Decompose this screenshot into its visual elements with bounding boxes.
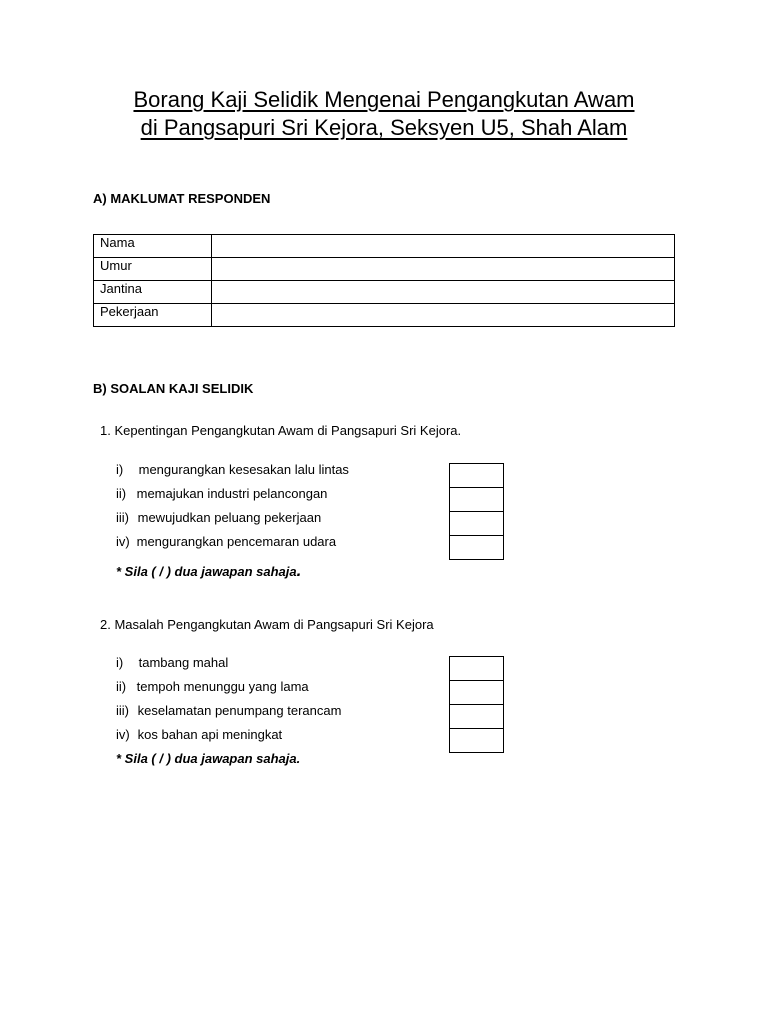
answer-checkbox[interactable] [449,728,504,753]
jantina-field[interactable] [212,281,675,304]
option-number: iii) [116,510,129,525]
answer-checkbox[interactable] [449,463,504,488]
option-text: tambang mahal [138,655,229,670]
answer-checkbox[interactable] [449,511,504,536]
question-2-instruction [116,751,300,766]
form-title-line-2: di Pangsapuri Sri Kejora, Seksyen U5, Shah Alam [140,115,628,140]
form-title-line-1: Borang Kaji Selidik Mengenai Pengangkutan Awam [133,87,635,112]
umur-field[interactable] [212,258,675,281]
answer-checkbox[interactable] [449,487,504,512]
section-b-heading: B) SOALAN KAJI SELIDIK [93,381,254,396]
list-item [116,723,341,747]
option-number: iv) [116,727,130,742]
question-2-checkboxes [449,656,504,753]
option-text: mengurangkan kesesakan lalu lintas [138,462,349,477]
list-item [116,651,341,675]
answer-checkbox[interactable] [449,680,504,705]
instruction-text: * Sila ( / ) dua jawapan sahaja [116,564,297,579]
answer-checkbox[interactable] [449,656,504,681]
section-a-heading: A) MAKLUMAT RESPONDEN [93,191,271,206]
list-item [116,675,341,699]
option-text: memajukan industri pelancongan [136,486,328,501]
table-row [94,281,675,304]
option-number: iii) [116,703,129,718]
option-text: mewujudkan peluang pekerjaan [137,510,322,525]
option-number: i) [116,462,124,477]
option-text: keselamatan penumpang terancam [137,703,342,718]
answer-checkbox[interactable] [449,535,504,560]
list-item [116,699,341,723]
pekerjaan-field[interactable] [212,304,675,327]
list-item [116,458,349,482]
option-text: tempoh menunggu yang lama [136,679,309,694]
question-2-text: 2. Masalah Pengangkutan Awam di Pangsapuri Sri Kejora [100,617,434,632]
option-text: mengurangkan pencemaran udara [136,534,337,549]
list-item [116,482,349,506]
option-number: i) [116,655,124,670]
respondent-info-table [93,234,675,327]
question-1-text: 1. Kepentingan Pengangkutan Awam di Pangsapuri Sri Kejora. [100,423,462,438]
question-1-instruction [116,561,301,581]
question-2-options [116,651,341,747]
list-item [116,506,349,530]
jantina-label: Jantina [94,281,212,304]
instruction-period: . [296,561,302,580]
form-title [0,86,768,142]
umur-label: Umur [94,258,212,281]
option-number: ii) [116,679,127,694]
option-text: kos bahan api meningkat [137,727,283,742]
question-1-checkboxes [449,463,504,560]
nama-label: Nama [94,235,212,258]
answer-checkbox[interactable] [449,704,504,729]
nama-field[interactable] [212,235,675,258]
pekerjaan-label: Pekerjaan [94,304,212,327]
list-item [116,530,349,554]
question-1-options [116,458,349,554]
option-number: ii) [116,486,127,501]
table-row [94,258,675,281]
table-row [94,304,675,327]
instruction-text: * Sila ( / ) dua jawapan sahaja. [116,751,301,766]
option-number: iv) [116,534,130,549]
table-row [94,235,675,258]
